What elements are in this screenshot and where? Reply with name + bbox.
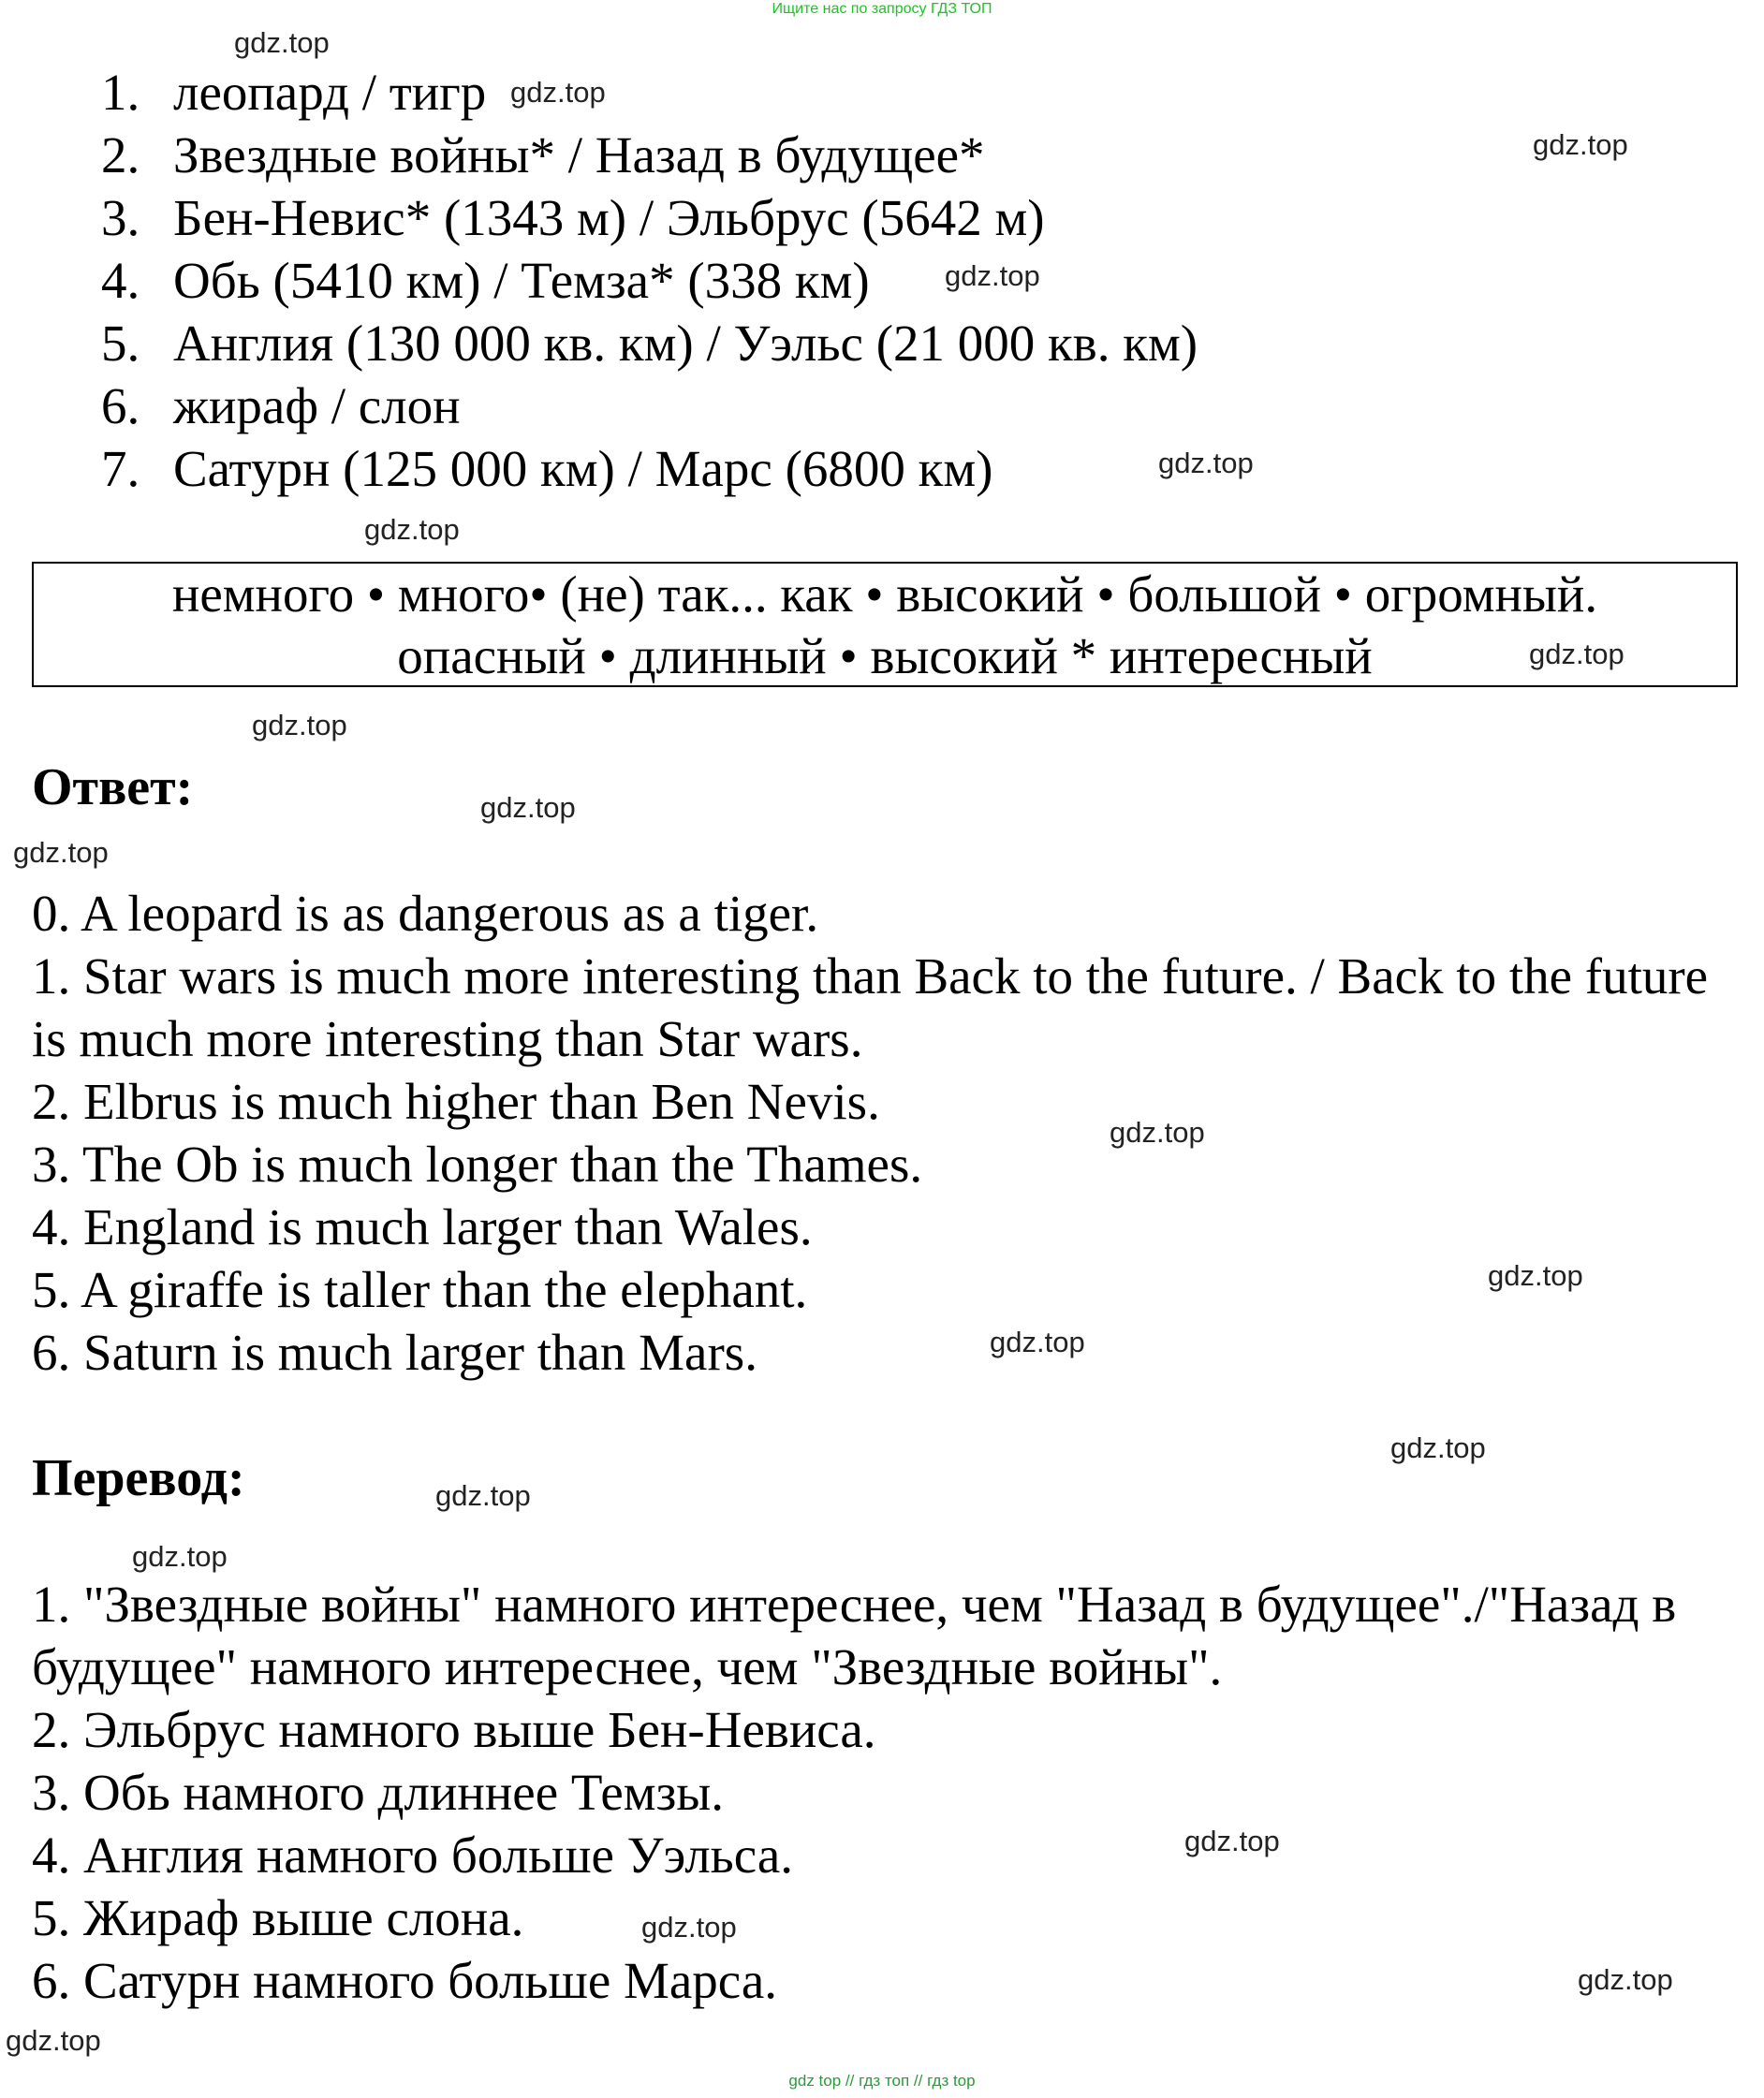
watermark: gdz.top [234,26,330,59]
watermark: gdz.top [1184,1825,1280,1857]
answer-item: 2. Elbrus is much higher than Ben Nevis. [32,1073,880,1130]
answer-item: 5. A giraffe is taller than the elephant. [32,1261,808,1318]
watermark: gdz.top [1529,638,1624,670]
translation-item: 5. Жираф выше слона. [32,1889,524,1946]
watermark: gdz.top [13,836,109,869]
watermark: gdz.top [364,513,460,546]
translation-item: 2. Эльбрус намного выше Бен-Невиса. [32,1701,876,1758]
task-text: леопард / тигр [173,64,487,121]
watermark: gdz.top [945,259,1040,292]
translation-heading: Перевод: [32,1449,245,1507]
watermark: gdz.top [435,1479,531,1512]
task-text: жираф / слон [173,377,461,434]
task-text: Сатурн (125 000 км) / Марс (6800 км) [173,440,993,497]
answer-item: 6. Saturn is much larger than Mars. [32,1324,757,1381]
watermark: gdz.top [1110,1116,1205,1149]
answer-item: 0. A leopard is as dangerous as a tiger. [32,885,819,942]
task-text: Звездные войны* / Назад в будущее* [173,126,985,183]
translation-list [32,1573,1745,2012]
task-number: 3. [101,189,140,246]
answer-heading: Ответ: [32,758,194,816]
watermark: gdz.top [1390,1431,1486,1464]
task-number: 6. [101,377,140,434]
bottom-banner: gdz top // гдз топ // гдз top [788,2072,976,2090]
word-box-line: опасный • длинный • высокий * интересный [397,627,1373,684]
word-box [32,562,1738,687]
translation-item: 6. Сатурн намного больше Марса. [32,1952,778,2009]
translation-item: 4. Англия намного больше Уэльса. [32,1827,793,1884]
task-number: 2. [101,126,140,183]
answer-list [32,882,1745,1384]
watermark: gdz.top [1533,128,1628,161]
task-number: 7. [101,440,140,497]
watermark: gdz.top [1578,1963,1673,1996]
word-box-line: немного • много• (не) так... как • высокий • большой • огромный. [171,565,1598,623]
task-text: Обь (5410 км) / Темза* (338 км) [173,252,870,309]
task-number: 5. [101,315,140,372]
watermark: gdz.top [6,2024,101,2057]
answer-item: 3. The Ob is much longer than the Thames. [32,1136,923,1193]
watermark: gdz.top [1158,447,1254,479]
answer-item: 4. England is much larger than Wales. [32,1198,813,1255]
answer-item: 1. Star wars is much more interesting than Back to the future. / Back to the future is much more interesting than Star wars. [32,947,1709,1067]
watermark: gdz.top [132,1540,228,1573]
translation-item: 3. Обь намного длиннее Темзы. [32,1764,725,1821]
task-number: 4. [101,252,140,309]
translation-item: 1. "Звездные войны" намного интереснее, чем "Назад в будущее"./"Назад в будущее" намного интереснее, чем "Звездные войны". [32,1576,1677,1695]
watermark: gdz.top [510,76,606,109]
task-text: Англия (130 000 кв. км) / Уэльс (21 000 кв. км) [173,315,1198,372]
watermark: gdz.top [990,1326,1085,1358]
watermark: gdz.top [1488,1259,1583,1292]
task-text: Бен-Невис* (1343 м) / Эльбрус (5642 м) [173,189,1045,246]
top-banner: Ищите нас по запросу ГДЗ ТОП [772,1,992,17]
watermark: gdz.top [252,709,347,741]
task-number: 1. [101,64,140,121]
watermark: gdz.top [480,791,576,824]
watermark: gdz.top [641,1911,737,1944]
